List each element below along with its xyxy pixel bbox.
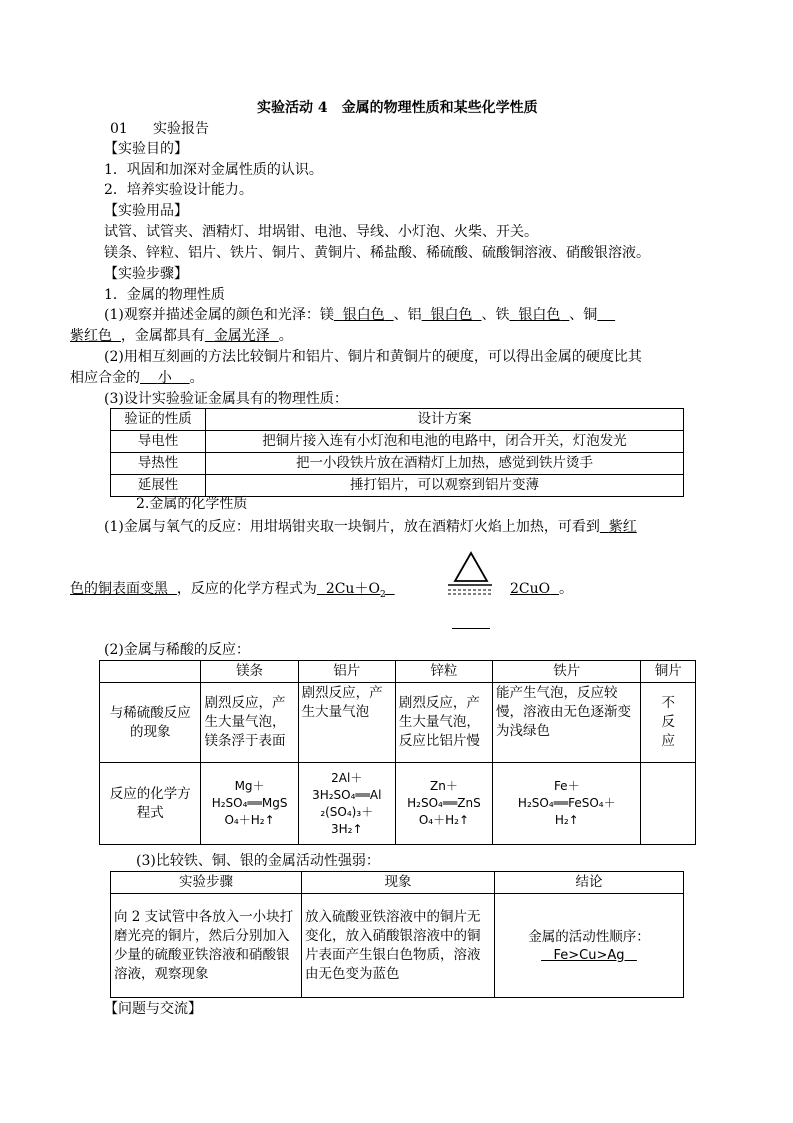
table3-header-conclusion: 结论 (495, 872, 684, 894)
q1-text-a: (1)观察并描述金属的颜色和光泽：镁 (104, 307, 334, 323)
materials-line-2: 镁条、锌粒、铝片、铁片、铜片、黄铜片、稀盐酸、稀硫酸、硫酸铜溶液、硝酸银溶液。 (104, 245, 650, 261)
table1-property: 导电性 (111, 431, 206, 453)
q1-answer-aluminium: 银白色 (430, 307, 473, 323)
heating-triangle-icon (446, 551, 496, 597)
q1-answer-iron: 银白色 (518, 307, 561, 323)
table2-iron-equation: Fe＋ H₂SO₄══FeSO₄＋ H₂↑ (493, 763, 641, 845)
q1-text-d: 、铜 (569, 307, 598, 323)
table3-header-step: 实验步骤 (111, 872, 302, 894)
q2-answer: 小 (157, 370, 172, 386)
activity-intro: (3)比较铁、铜、银的金属活动性强弱： (136, 853, 380, 869)
table3-conclusion (495, 894, 684, 998)
oxy-text-c: ，反应的化学方程式为 (176, 581, 317, 597)
materials-heading: 【实验用品】 (104, 203, 188, 219)
oxy-text-d: 。 (559, 581, 574, 597)
materials-line-1: 试管、试管夹、酒精灯、坩埚钳、电池、导线、小灯泡、火柴、开关。 (104, 224, 538, 240)
purpose-heading: 【实验目的】 (104, 141, 188, 157)
table3-conclusion-text: 金属的活动性顺序： (528, 928, 650, 945)
acid-reaction-intro: (2)金属与稀酸的反应： (104, 642, 250, 658)
question-2-line-2 (70, 368, 204, 388)
table1-property: 延展性 (111, 475, 206, 497)
steps-heading: 【实验步骤】 (104, 266, 188, 282)
question-3-intro: (3)设计实验验证金属具有的物理性质： (104, 391, 348, 407)
q1-text-c: 、铁 (481, 307, 510, 323)
table3-phenomenon: 放入硫酸亚铁溶液中的铜片无变化，放入硝酸银溶液中的铜片表面产生银白色物质，溶液由无色变为蓝色 (302, 894, 495, 998)
table3-header-phenomenon: 现象 (302, 872, 495, 894)
table-row (100, 763, 696, 845)
oxygen-reaction-line-2 (70, 579, 395, 605)
oxygen-reaction-line (104, 517, 637, 537)
table2-zinc-equation: Zn＋ H₂SO₄══ZnS O₄＋H₂↑ (395, 763, 492, 845)
table1-plan: 把铜片接入连有小灯泡和电池的电路中，闭合开关，灯泡发光 (206, 431, 684, 453)
table2-copper-equation (641, 763, 696, 845)
section-name: 实验报告 (153, 121, 209, 137)
table-row (111, 894, 684, 998)
question-2-line: (2)用相互刻画的方法比较铜片和铝片、铜片和黄铜片的硬度，可以得出金属的硬度比其 (104, 349, 642, 365)
table2-copper-phenomenon: 不反应 (641, 683, 696, 763)
purpose-item-1: 1．巩固和加深对金属性质的认识。 (104, 162, 323, 178)
table2-row2-label: 反应的化学方程式 (100, 763, 201, 845)
table2-header-blank (100, 661, 201, 683)
oxy-answer-phenomenon: 色的铜表面变黑 (70, 581, 168, 597)
table2-row1-label: 与稀硫酸反应的现象 (100, 683, 201, 763)
table1-plan: 捶打铝片，可以观察到铝片变薄 (206, 475, 684, 497)
q1-answer-copper: 紫红色 (70, 328, 112, 344)
section-number: 01 (110, 121, 128, 137)
table2-aluminium-equation: 2Al＋ 3H₂SO₄══Al ₂(SO₄)₃＋ 3H₂↑ (298, 763, 395, 845)
table2-header-zinc: 锌粒 (395, 661, 492, 683)
table-row (100, 683, 696, 763)
step-2-heading: 2.金属的化学性质 (136, 496, 248, 512)
q1-answer-luster: 金属光泽 (213, 328, 270, 344)
table2-magnesium-equation: Mg＋ H₂SO₄══MgS O₄＋H₂↑ (201, 763, 298, 845)
purpose-item-2: 2．培养实验设计能力。 (104, 182, 253, 198)
oxy-equation-left: $2Cu+O_2$ (325, 581, 386, 600)
table2-header-magnesium: 镁条 (201, 661, 298, 683)
question-1-line-2 (70, 326, 293, 346)
table2-aluminium-phenomenon: 剧烈反应，产生大量气泡 (298, 683, 395, 763)
q2-text-b: 相应合金的 (70, 370, 140, 386)
step-1-heading: 1．金属的物理性质 (104, 287, 225, 303)
table2-header-copper: 铜片 (641, 661, 696, 683)
table1-header-plan: 设计方案 (206, 409, 684, 431)
table3-step: 向 2 支试管中各放入一小块打磨光亮的铜片，然后分别加入少量的硫酸亚铁溶液和硝酸银溶液，观察现象 (111, 894, 302, 998)
q1-text-e: ，金属都具有 (120, 328, 205, 344)
table2-zinc-phenomenon: 剧烈反应，产生大量气泡，反应比铝片慢 (395, 683, 492, 763)
table-row (111, 453, 684, 475)
q1-text-b: 、铝 (393, 307, 422, 323)
table1-property: 导热性 (111, 453, 206, 475)
page-title: 实验活动 4 金属的物理性质和某些化学性质 (257, 100, 538, 116)
oxy-text-a: (1)金属与氧气的反应：用坩埚钳夹取一块铜片，放在酒精灯火焰上加热，可看到 (104, 519, 600, 535)
question-1-line (104, 305, 615, 325)
activity-table (110, 871, 684, 998)
table2-magnesium-phenomenon: 剧烈反应，产生大量气泡，镁条浮于表面 (201, 683, 298, 763)
discussion-heading: 【问题与交流】 (104, 1001, 202, 1017)
table2-header-iron: 铁片 (493, 661, 641, 683)
table2-header-aluminium: 铝片 (298, 661, 395, 683)
table-row (111, 431, 684, 453)
equation-underline (452, 628, 490, 629)
q1-answer-magnesium: 银白色 (342, 307, 385, 323)
q2-text-c: 。 (189, 370, 204, 386)
table1-plan: 把一小段铁片放在酒精灯上加热，感觉到铁片烫手 (206, 453, 684, 475)
oxy-answer-color: 紫红 (608, 519, 637, 535)
q1-text-f: 。 (278, 328, 293, 344)
physical-properties-table (110, 408, 684, 497)
table1-header-property: 验证的性质 (111, 409, 206, 431)
table2-iron-phenomenon: 能产生气泡，反应较慢，溶液由无色逐渐变为浅绿色 (493, 683, 641, 763)
oxygen-equation-right: 2CuO 。 (510, 581, 574, 597)
table3-activity-order: Fe>Cu>Ag (553, 947, 625, 963)
acid-reaction-table (99, 660, 696, 845)
